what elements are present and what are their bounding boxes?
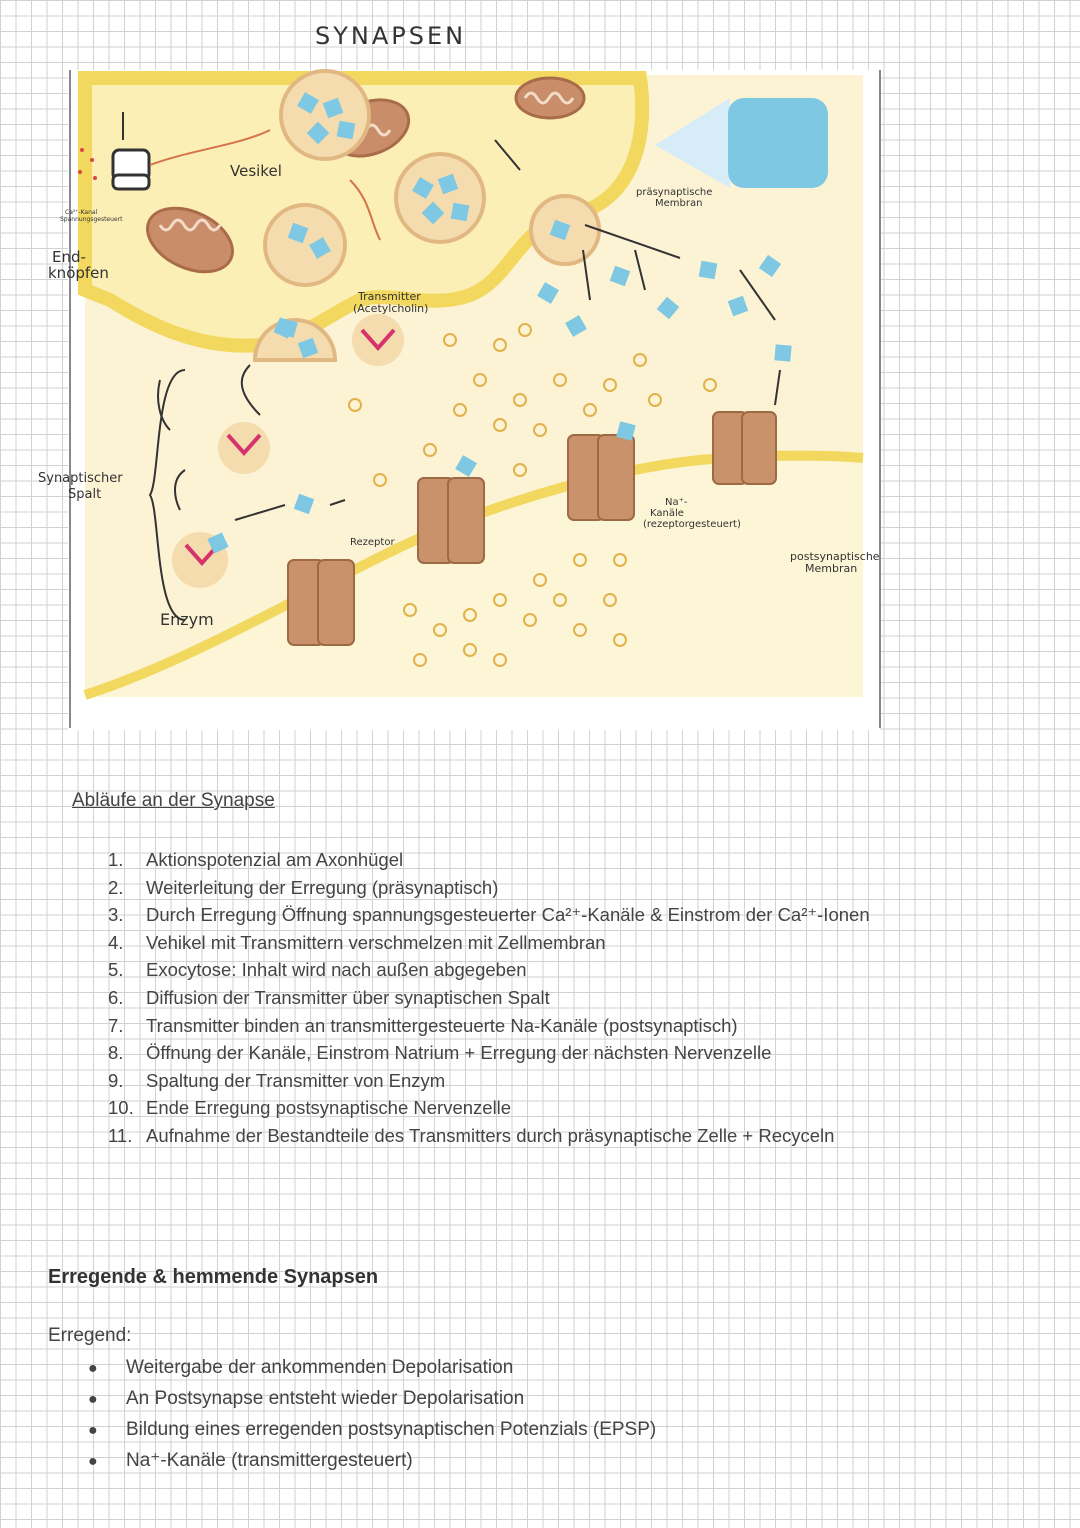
step-item: [108, 956, 870, 984]
enzyme-icon: [352, 314, 404, 366]
step-number: 9.: [108, 1069, 124, 1091]
label-ca-channel: Ca²⁺-Kanal Spannungsgesteuert: [60, 209, 123, 223]
step-item: [108, 1012, 870, 1040]
bullet-text: Weitergabe der ankommenden Depolarisation: [126, 1357, 514, 1378]
bullet-text: Bildung eines erregenden postsynaptischen Potenzials (EPSP): [126, 1419, 657, 1440]
label-rezeptor: Rezeptor: [350, 537, 395, 548]
steps-list: [108, 846, 870, 1150]
step-number: 1.: [108, 849, 124, 870]
step-item: [108, 1039, 870, 1067]
step-number: 6.: [108, 986, 124, 1008]
step-text: Vehikel mit Transmittern verschmelzen mit Zellmembran: [146, 931, 606, 953]
step-item: [108, 929, 870, 957]
step-number: 4.: [108, 931, 124, 953]
receptor-icon: [713, 412, 776, 484]
bullet-dot-icon: ●: [88, 1391, 98, 1408]
synapse-diagram: [0, 55, 1080, 735]
step-number: 5.: [108, 959, 124, 981]
step-text: Aktionspotenzial am Axonhügel: [146, 849, 404, 870]
step-text: Ende Erregung postsynaptische Nervenzelle: [146, 1097, 512, 1119]
receptor-icon: [418, 478, 484, 563]
step-item: [108, 1067, 870, 1095]
step-text: Transmitter binden an transmittergesteuerte Na-Kanäle (postsynaptisch): [146, 1014, 738, 1036]
bullet-text: Na⁺-Kanäle (transmittergesteuert): [126, 1450, 413, 1471]
step-text: Spaltung der Transmitter von Enzym: [146, 1069, 446, 1091]
bullet-dot-icon: ●: [88, 1360, 98, 1377]
step-number: 3.: [108, 904, 124, 926]
section-title-synapsen: Erregende & hemmende Synapsen: [48, 1266, 379, 1288]
step-text: Diffusion der Transmitter über synaptischen Spalt: [146, 986, 550, 1008]
bullet-text: An Postsynapse entsteht wieder Depolarisation: [126, 1388, 525, 1409]
label-na-kanale: Na⁺- Kanäle (rezeptorgesteuert): [643, 497, 741, 530]
erregend-label: Erregend:: [48, 1325, 132, 1346]
erregend-bullets: [88, 1352, 656, 1476]
receptor-icon: [568, 435, 634, 520]
step-item: [108, 1122, 870, 1150]
bullet-item: [88, 1445, 656, 1476]
step-text: Aufnahme der Bestandteile des Transmitters durch präsynaptische Zelle + Recyceln: [146, 1124, 835, 1146]
step-item: [108, 846, 870, 874]
vesicle-icon: [531, 196, 599, 264]
bullet-item: [88, 1414, 656, 1445]
step-item: [108, 874, 870, 902]
label-enzym: Enzym: [160, 610, 214, 629]
mitochondrion-icon: [516, 78, 584, 118]
step-number: 11.: [108, 1124, 133, 1146]
bullet-item: [88, 1352, 656, 1383]
step-number: 8.: [108, 1042, 124, 1064]
step-item: [108, 984, 870, 1012]
step-text: Exocytose: Inhalt wird nach außen abgegeben: [146, 959, 527, 981]
vesicle-icon: [265, 205, 345, 285]
enzyme-icon: [218, 422, 270, 474]
step-text: Weiterleitung der Erregung (präsynaptisch): [146, 876, 499, 898]
label-postsynaptische: postsynaptische Membran: [790, 550, 880, 575]
step-item: [108, 901, 870, 929]
vesicle-icon: [281, 71, 369, 159]
step-text: Öffnung der Kanäle, Einstrom Natrium + Erregung der nächsten Nervenzelle: [146, 1042, 772, 1064]
step-text: Durch Erregung Öffnung spannungsgesteuerter Ca²⁺-Kanäle & Einstrom der Ca²⁺-Ionen: [146, 904, 870, 926]
receptor-icon: [288, 560, 354, 645]
step-number: 2.: [108, 876, 124, 898]
label-vesikel: Vesikel: [230, 162, 282, 180]
label-synaptischer-spalt: Synaptischer Spalt: [38, 471, 123, 502]
label-praesynaptische: präsynaptische Membran: [636, 187, 713, 209]
step-number: 10.: [108, 1097, 134, 1119]
vesicle-icon: [396, 154, 484, 242]
step-number: 7.: [108, 1014, 124, 1036]
label-transmitter: Transmitter (Acetylcholin): [353, 290, 429, 315]
step-item: [108, 1094, 870, 1122]
section-title-ablaeufe: Abläufe an der Synapse: [72, 790, 275, 811]
label-endknoepfe: End- knöpfen: [48, 248, 109, 282]
page-title: SYNAPSEN: [315, 22, 467, 50]
bullet-dot-icon: ●: [88, 1453, 98, 1470]
bullet-dot-icon: ●: [88, 1422, 98, 1439]
bullet-item: [88, 1383, 656, 1414]
